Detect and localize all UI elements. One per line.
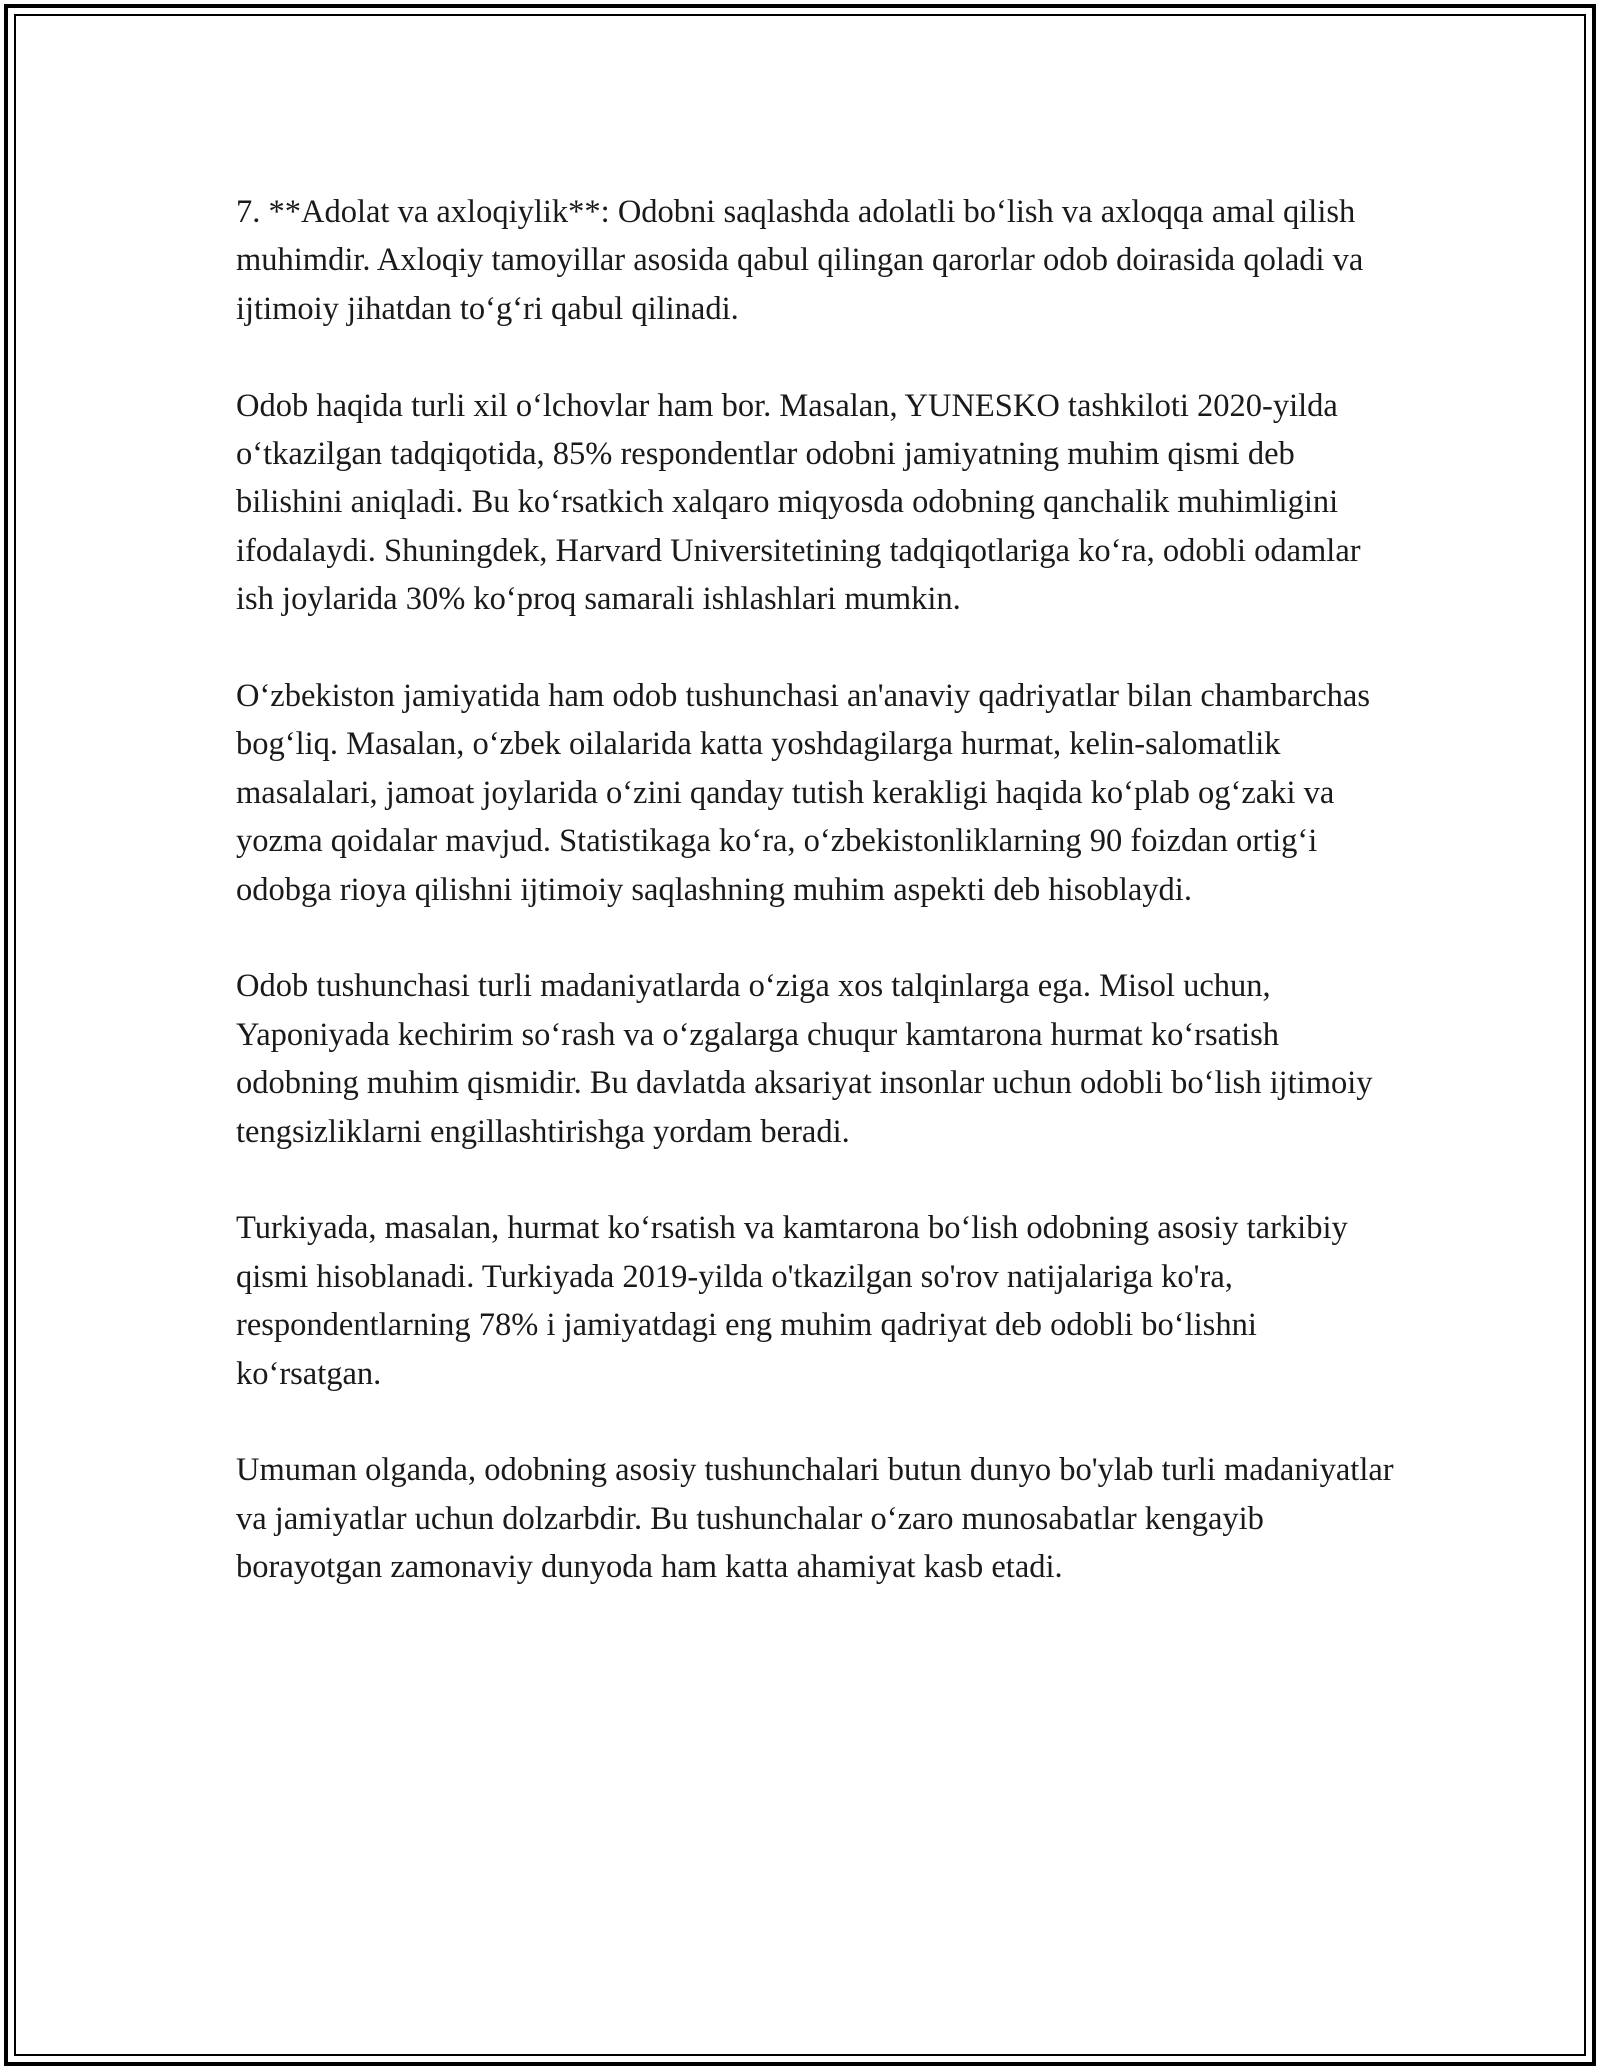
paragraph-justice-ethics: 7. **Adolat va axloqiylik**: Odobni saqlashda adolatli bo‘lish va axloqqa amal qilish muhimdir. Axloqiy tamoyillar asosida qabul qilingan qarorlar odob doirasida qoladi va ijtimoiy jihatdan to‘g‘ri qabul qilinadi.: [236, 194, 1364, 327]
paragraph-measurements: Odob haqida turli xil o‘lchovlar ham bor. Masalan, YUNESKO tashkiloti 2020-yilda o‘tkazilgan tadqiqotida, 85% respondentlar odobni jamiyatning muhim qismi deb bilishini aniqladi. Bu ko‘rsatkich xalqaro miqyosda odobning qanchalik muhimligini ifodalaydi. Shuningdek, Harvard Universitetining tadqiqotlariga ko‘ra, odobli odamlar ish joylarida 30% ko‘proq samarali ishlashlari mumkin.: [236, 387, 1361, 618]
document-body: [236, 188, 1396, 1640]
paragraph-uzbekistan: O‘zbekiston jamiyatida ham odob tushunchasi an'anaviy qadriyatlar bilan chambarchas bog‘liq. Masalan, o‘zbek oilalarida katta yoshdagilarga hurmat, kelin-salomatlik masalalari, jamoat joylarida o‘zini qanday tutish kerakligi haqida ko‘plab og‘zaki va yozma qoidalar mavjud. Statistikaga ko‘ra, o‘zbekistonliklarning 90 foizdan ortig‘i odobga rioya qilishni ijtimoiy saqlashning muhim aspekti deb hisoblaydi.: [236, 678, 1370, 908]
paragraph-conclusion: Umuman olganda, odobning asosiy tushunchalari butun dunyo bo'ylab turli madaniyatlar va jamiyatlar uchun dolzarbdir. Bu tushunchalar o‘zaro munosabatlar kengayib borayotgan zamonaviy dunyoda ham katta ahamiyat kasb etadi.: [236, 1452, 1394, 1586]
paragraph-cultures-japan: Odob tushunchasi turli madaniyatlarda o‘ziga xos talqinlarga ega. Misol uchun, Yaponiyada kechirim so‘rash va o‘zgalarga chuqur kamtarona hurmat ko‘rsatish odobning muhim qismidir. Bu davlatda aksariyat insonlar uchun odobli bo‘lish ijtimoiy tengsizliklarni engillashtirishga yordam beradi.: [236, 968, 1373, 1150]
paragraph-turkey: Turkiyada, masalan, hurmat ko‘rsatish va kamtarona bo‘lish odobning asosiy tarkibiy qismi hisoblanadi. Turkiyada 2019-yilda o'tkazilgan so'rov natijalariga ko'ra, respondentlarning 78% i jamiyatdagi eng muhim qadriyat deb odobli bo‘lishni ko‘rsatgan.: [236, 1210, 1348, 1392]
